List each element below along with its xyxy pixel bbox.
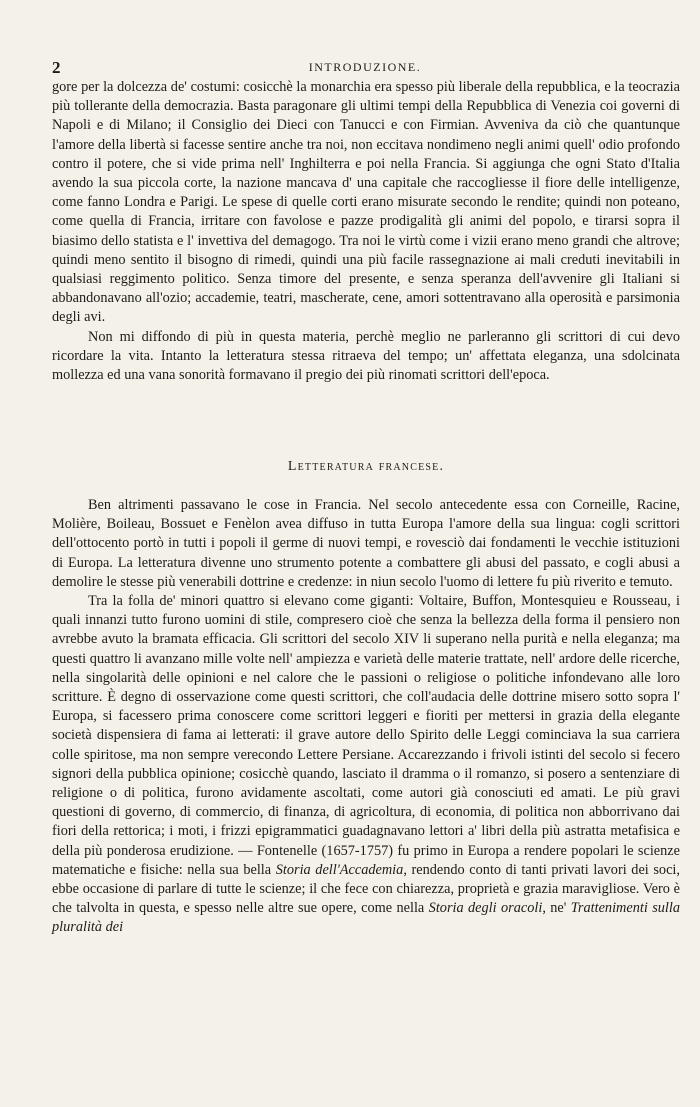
book-title: Trattenimenti sulla pluralità dei <box>52 900 680 936</box>
paragraph: Ben altrimenti passavano le cose in Francia. Nel secolo antecedente essa con Corneille, Racine, Molière, Boileau, Bossuet e Fenèlon avea diffuso in tutta Europa l'amore della sua lingua: cogli scrittori dell'ottocento portò in tutti i popoli il germe di nuovi tempi, e rovesciò dai fondamenti le vecchie istituzioni di Europa. La letteratura divenne uno strumento potente a combattere gli abusi del passato, e cogli abusi a demolire le stesse più venerabili dottrine e credenze: in niun secolo l'uomo di lettere fu più riverito e temuto. <box>52 497 680 590</box>
paragraph-text: , ne' <box>542 900 571 917</box>
paragraph: gore per la dolcezza de' costumi: cosicchè la monarchia era spesso più liberale della repubblica, e la teocrazia più tollerante della democrazia. Basta paragonare gli ultimi tempi della Repubblica di Venezia coi governi di Napoli e di Milano; il Consiglio dei Dieci con Tanucci e con Firmian. Avveniva da ciò che quantunque l'amore della libertà si facesse sentire anche tra noi, non eccitava nondimeno negli animi quell' odio profondo contro il potere, che si vide prima nell' Inghilterra e poi nella Francia. Si aggiunga che ogni Stato d'Italia avendo la sua piccola corte, la nazione mancava d' una capitale che raccogliesse il fiore delle intelligenze, come fanno Londra e Parigi. Le spese di quelle corti erano misurate secondo le rendite; quindi non poteano, come quella di Francia, irritare con favolose e pazze prodigalità gli animi del popolo, e tirarsi sopra il biasimo dello statista e l' invettiva del demagogo. Tra noi le virtù come i vizii erano meno grandi che altrove; quindi meno sentito il bisogno di rimedi, quindi una più facile rassegnazione ai mali creduti inevitabili in qualsiasi reggimento politico. Senza timore del presente, e senza speranza dell'avvenire gli Italiani si abbandonavano all'ozio; accademie, teatri, mascherate, cene, amori sottentravano alla operosità e parsimonia degli avi. <box>52 79 680 326</box>
book-title: Storia dell'Accademia <box>275 861 404 878</box>
running-head: INTRODUZIONE. <box>308 60 422 74</box>
page-header <box>52 58 678 76</box>
paragraph-text: Tra la folla de' minori quattro si elevano come giganti: Voltaire, Buffon, Montesquieu e Rousseau, i quali innanzi tutto furono uomini di stile, compresero cioè che senza la bellezza della forma il pensiero non avrebbe avuto la bramata efficacia. Gli scrittori del secolo XIV li superano nella purità e nella eleganza; ma questi quattro li avanzano mille volte nell' ampiezza e varietà delle materie trattate, nell' ardore delle ricerche, nella singolarità delle opinioni e nel calore che le passioni o religiose o politiche infondevano alle loro scritture. È degno di osservazione come questi scrittori, che coll'audacia delle dottrine misero sotto sopra l' Europa, si facessero prima conoscere come scrittori leggeri e fioriti per mettersi in grazia della elegante società dispensiera di fama ai letterati: il grave autore dello Spirito delle Leggi cominciava la sua carriera colle spiritose, ma non sempre verecondo Lettere Persiane. Accarezzando i frivoli istinti del secolo si fecero signori della pubblica opinione; cosicchè quando, lasciato il dramma o il romanzo, si posero a sentenziare di religione o di politica, furono avidamente ascoltati, come autori già conosciuti ed amati. Le più gravi questioni di governo, di commercio, di finanza, di agricoltura, di economia, di politica non abborrivano dai fiori della rettorica; i moti, i frizzi epigrammatici guadagnavano lettori a' libri della più astratta metafisica e della più ponderosa erudizione. — Fontenelle (1657-1757) fu primo in Europa a rendere popolari le scienze matematiche e fisiche: nella sua bella <box>52 593 680 878</box>
page-number: 2 <box>52 58 61 77</box>
paragraph: Non mi diffondo di più in questa materia, perchè meglio ne parleranno gli scrittori di cui devo ricordare la vita. Intanto la letteratura stessa ritraeva del tempo; un' affettata eleganza, una sdolcinata mollezza ed una vana sonorità formavano il pregio dei più rinomati scrittori dell'epoca. <box>52 328 680 384</box>
paragraph <box>52 592 680 938</box>
paragraph-text: , rendendo conto di tanti privati lavori dei soci, ebbe occasione di parlare di tutte le scienze; il che fece con chiarezza, proprietà e grazia maravigliose. Vero è che talvolta in questa, e spesso nelle altre sue opere, come nella <box>52 861 680 917</box>
section-heading-text: Letteratura francese. <box>287 459 445 474</box>
book-title: Storia degli oracoli <box>428 900 543 917</box>
section-heading <box>52 458 680 475</box>
section-italian-literature <box>52 78 680 385</box>
section-french-literature <box>52 496 680 938</box>
